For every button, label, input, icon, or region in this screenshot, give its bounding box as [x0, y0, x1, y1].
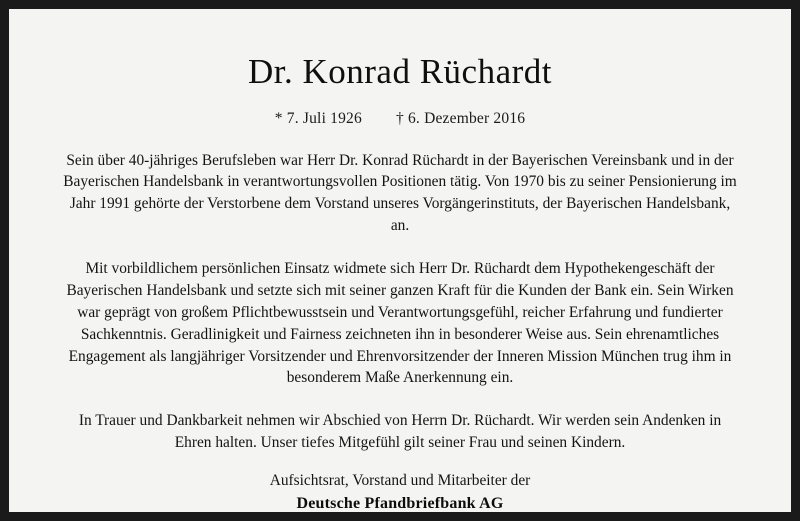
obituary-paragraph-3: In Trauer und Dankbarkeit nehmen wir Abschied von Herrn Dr. Rüchardt. Wir werden sein Andenken in Ehren halten. Unser tiefes Mitgefühl gilt seiner Frau und seinen Kindern.: [78, 412, 722, 452]
birth-date: * 7. Juli 1926: [274, 109, 362, 127]
obituary-content: [9, 9, 791, 512]
life-dates: [275, 110, 525, 128]
signatory-line: Aufsichtsrat, Vorstand und Mitarbeiter der: [269, 472, 531, 489]
obituary-paragraph-2: Mit vorbildlichem persönlichen Einsatz widmete sich Herr Dr. Rüchardt dem Hypothekengeschäft der Bayerischen Handelsbank und setzte sich mit seiner ganzen Kraft für die Kunden der Bank ein. Sein Wirken war geprägt von großem Pflichtbewusstsein und Verantwortungsgefühl, reicher Erfahrung und fundierter Sachkenntnis. Geradlinigkeit und Fairness zeichneten ihn in besonderer Weise aus. Sein ehrenamtliches Engagement als langjähriger Vorsitzender und Ehrenvorsitzender der Inneren Mission München trug ihm in besonderem Maße Anerkennung ein.: [66, 260, 734, 387]
death-date: † 6. Dezember 2016: [395, 109, 526, 127]
signature-block: [270, 470, 531, 516]
company-name: Deutsche Pfandbriefbank AG: [296, 495, 504, 513]
deceased-name: Dr. Konrad Rüchardt: [247, 52, 552, 91]
obituary-paragraph-1: Sein über 40-jähriges Berufsleben war Herr Dr. Konrad Rüchardt in der Bayerischen Vereinsbank und in der Bayerischen Handelsbank in verantwortungsvollen Positionen tätig. Von 1970 bis zu seiner Pensionierung im Jahr 1991 gehörte der Verstorbene dem Vorstand unseres Vorgängerinstituts, der Bayerischen Handelsbank, an.: [63, 151, 737, 235]
